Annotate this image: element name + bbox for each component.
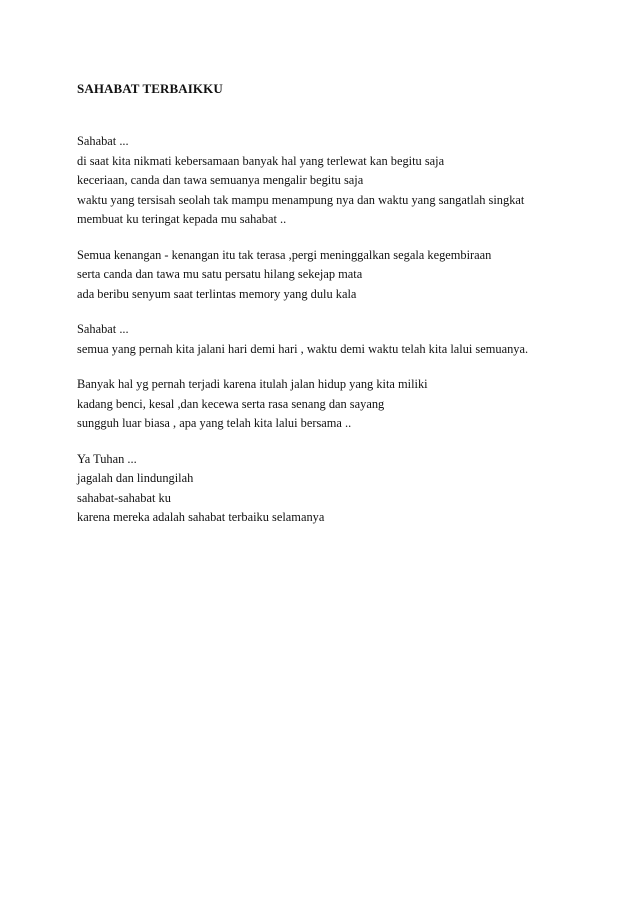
text-line: semua yang pernah kita jalani hari demi hari , waktu demi waktu telah kita lalui semuanya. xyxy=(77,341,529,356)
text-line: waktu yang tersisah seolah tak mampu menampung nya dan waktu yang sangatlah singkat xyxy=(77,192,525,207)
text-line: Sahabat ... xyxy=(77,322,129,336)
document-title: SAHABAT TERBAIKKU xyxy=(77,81,223,96)
text-line: sahabat-sahabat ku xyxy=(77,490,171,505)
stanza-5 xyxy=(77,450,597,528)
text-line: jagalah dan lindungilah xyxy=(77,471,194,485)
text-line: Semua kenangan - kenangan itu tak terasa ,pergi meninggalkan segala kegembiraan xyxy=(77,247,492,262)
text-line: sungguh luar biasa , apa yang telah kita lalui bersama .. xyxy=(77,416,352,430)
text-line: Ya Tuhan ... xyxy=(77,451,137,466)
text-line: serta canda dan tawa mu satu persatu hilang sekejap mata xyxy=(77,267,363,281)
text-line: Banyak hal yg pernah terjadi karena itulah jalan hidup yang kita miliki xyxy=(77,377,428,391)
text-line: ada beribu senyum saat terlintas memory yang dulu kala xyxy=(77,286,357,301)
text-line: keceriaan, canda dan tawa semuanya mengalir begitu saja xyxy=(77,173,364,187)
stanza-2 xyxy=(77,246,597,305)
text-line: Sahabat ... xyxy=(77,134,129,148)
document-body xyxy=(77,80,597,544)
text-line: membuat ku teringat kepada mu sahabat .. xyxy=(77,212,287,226)
text-line: karena mereka adalah sahabat terbaiku selamanya xyxy=(77,510,325,524)
text-line: kadang benci, kesal ,dan kecewa serta rasa senang dan sayang xyxy=(77,396,385,411)
stanza-1 xyxy=(77,132,597,230)
text-line: di saat kita nikmati kebersamaan banyak hal yang terlewat kan begitu saja xyxy=(77,153,445,168)
stanza-3 xyxy=(77,320,597,359)
stanza-4 xyxy=(77,375,597,434)
